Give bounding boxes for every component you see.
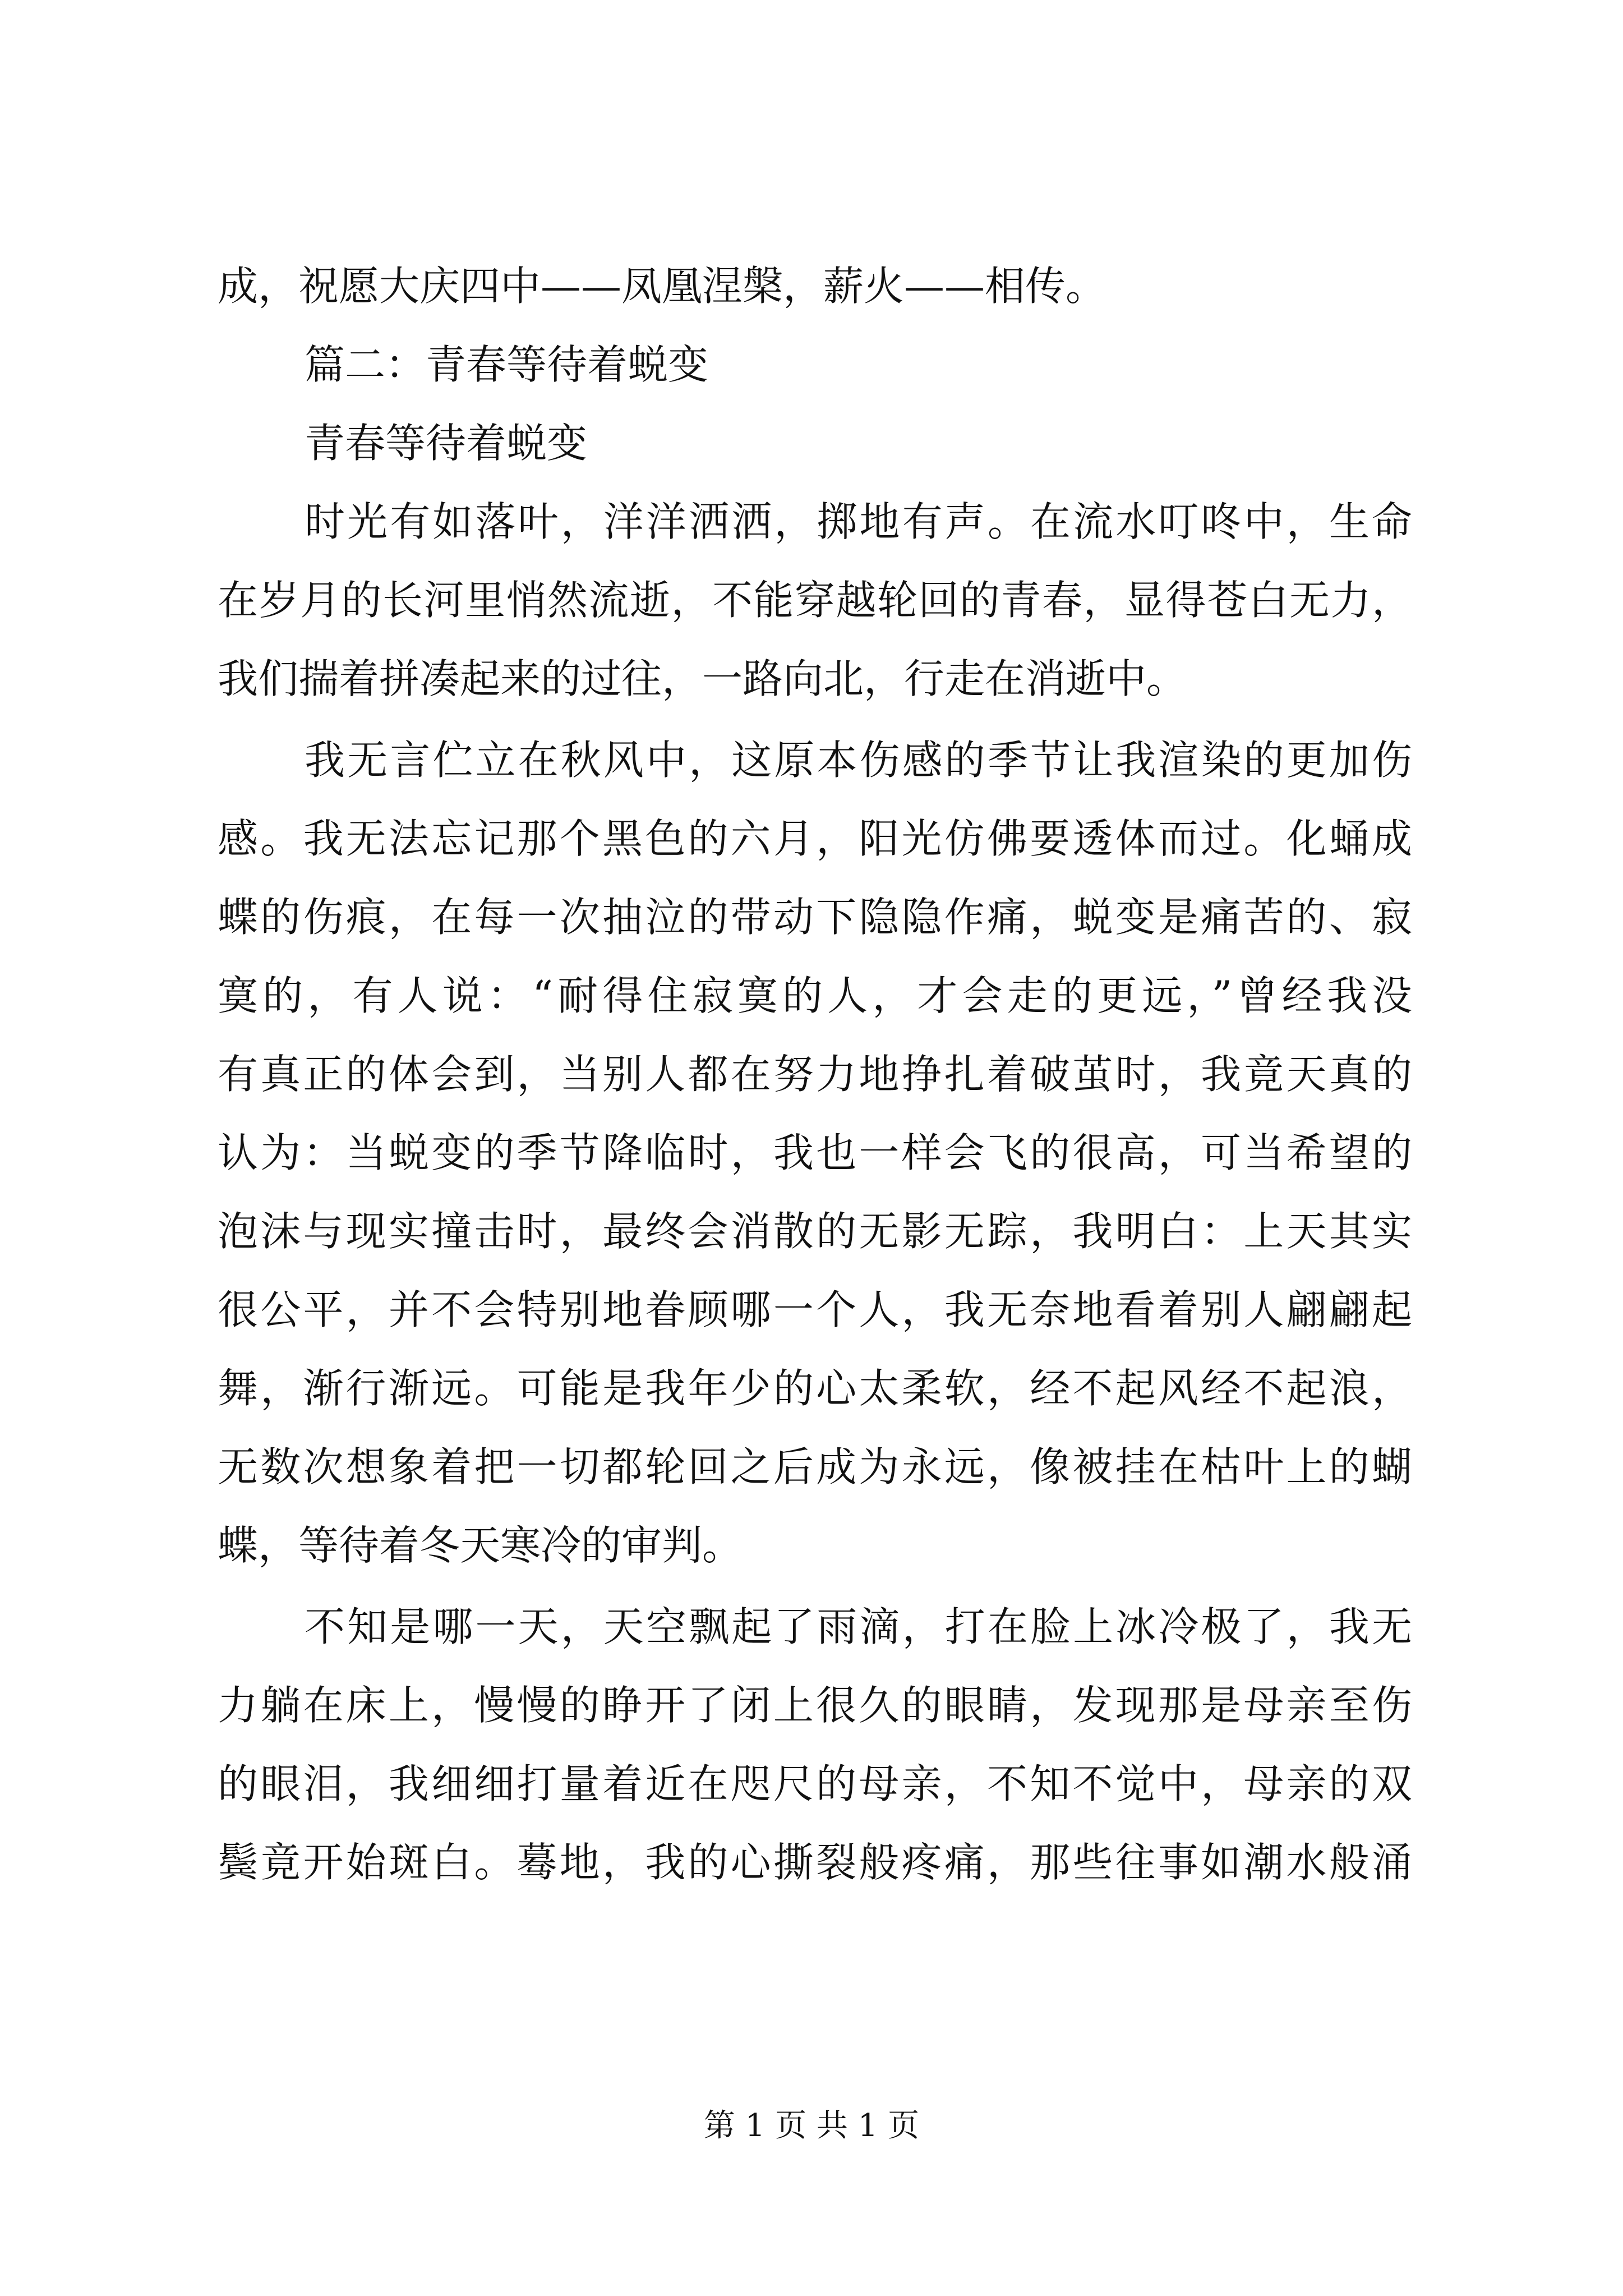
text-line-9: 蝶的伤痕，在每一次抽泣的带动下隐隐作痛，蜕变是痛苦的、寂 xyxy=(218,894,1412,941)
text-line-15: 舞，渐行渐远。可能是我年少的心太柔软，经不起风经不起浪， xyxy=(218,1365,1412,1412)
text-line-14: 很公平，并不会特别地眷顾哪一个人，我无奈地看着别人翩翩起 xyxy=(218,1286,1412,1333)
text-line-20: 的眼泪，我细细打量着近在咫尺的母亲，不知不觉中，母亲的双 xyxy=(218,1760,1412,1807)
text-line-1: 成，祝愿大庆四中——凤凰涅槃，薪火——相传。 xyxy=(218,263,1106,310)
text-line-11: 有真正的体会到，当别人都在努力地挣扎着破茧时，我竟天真的 xyxy=(218,1051,1412,1098)
text-line-12: 认为：当蜕变的季节降临时，我也一样会飞的很高，可当希望的 xyxy=(218,1129,1412,1176)
text-line-10: 寞的，有人说：“耐得住寂寞的人，才会走的更远，”曾经我没 xyxy=(218,972,1412,1019)
text-line-21: 鬓竟开始斑白。蓦地，我的心撕裂般疼痛，那些往事如潮水般涌 xyxy=(218,1839,1412,1886)
text-line-13: 泡沫与现实撞击时，最终会消散的无影无踪，我明白：上天其实 xyxy=(218,1208,1412,1255)
essay-title: 青春等待着蜕变 xyxy=(305,420,588,467)
page-number-footer: 第 1 页 共 1 页 xyxy=(703,2108,920,2144)
text-line-16: 无数次想象着把一切都轮回之后成为永远，像被挂在枯叶上的蝴 xyxy=(218,1443,1412,1490)
text-line-8: 感。我无法忘记那个黑色的六月，阳光仿佛要透体而过。化蛹成 xyxy=(218,815,1412,862)
text-line-5: 在岁月的长河里悄然流逝，不能穿越轮回的青春，显得苍白无力， xyxy=(218,577,1412,624)
text-line-7: 我无言伫立在秋风中，这原本伤感的季节让我渲染的更加伤 xyxy=(305,737,1412,784)
text-line-18: 不知是哪一天，天空飘起了雨滴，打在脸上冰冷极了，我无 xyxy=(305,1603,1412,1650)
text-line-17: 蝶，等待着冬天寒冷的审判。 xyxy=(218,1522,743,1569)
text-line-19: 力躺在床上，慢慢的睁开了闭上很久的眼睛，发现那是母亲至伤 xyxy=(218,1682,1412,1729)
text-line-4: 时光有如落叶，洋洋洒洒，掷地有声。在流水叮咚中，生命 xyxy=(305,498,1412,545)
text-line-6: 我们揣着拼凑起来的过往，一路向北，行走在消逝中。 xyxy=(218,655,1187,702)
section-heading: 篇二：青春等待着蜕变 xyxy=(305,341,709,388)
